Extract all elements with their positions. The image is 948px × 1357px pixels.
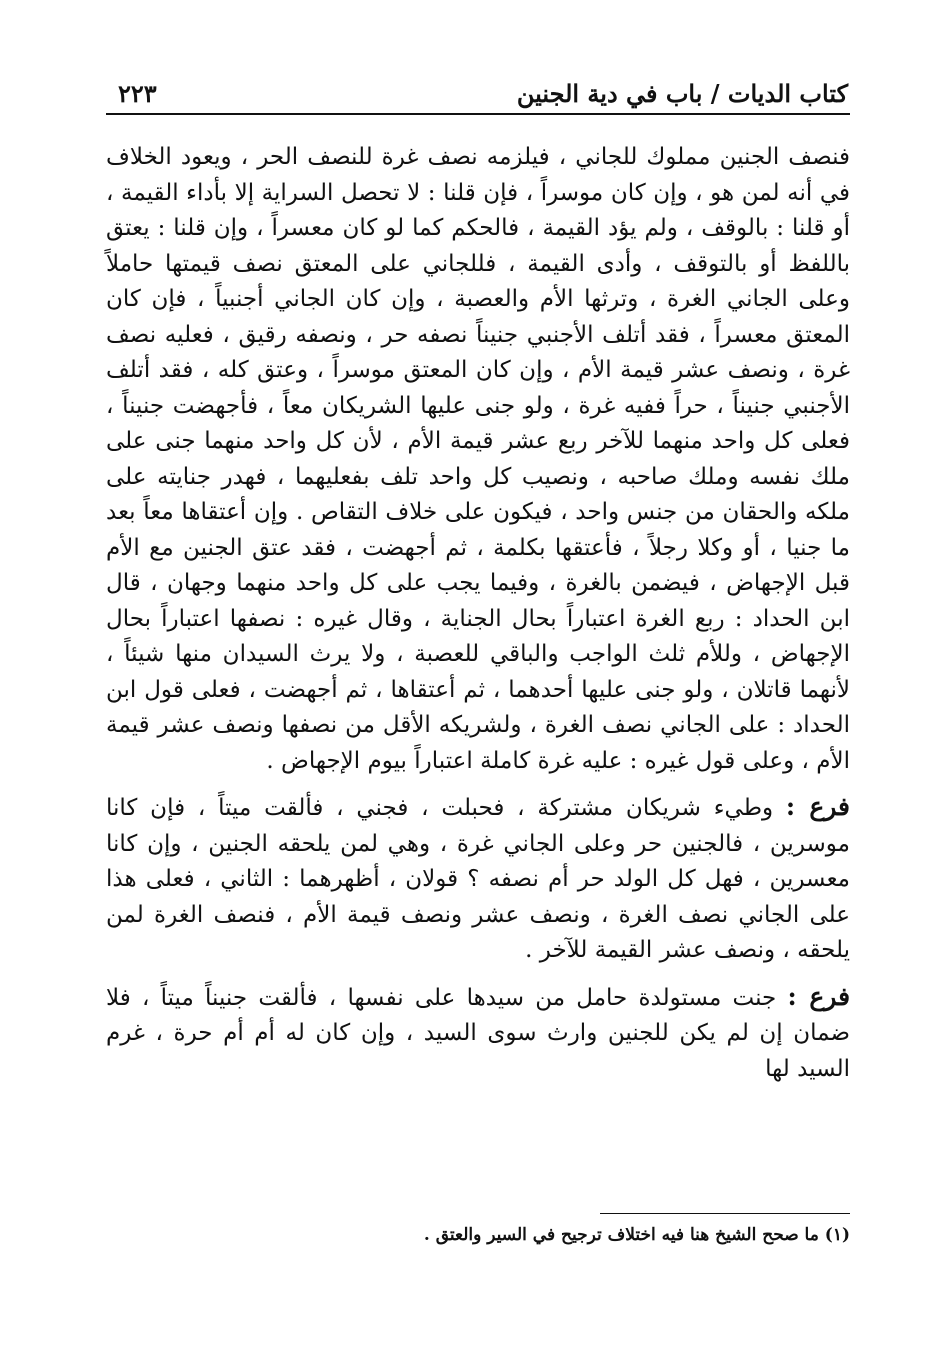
branch-label: فرع :	[785, 792, 851, 821]
page-number: ٢٢٣	[118, 79, 157, 108]
paragraph-2-text: وطيء شريكان مشتركة ، فحبلت ، فجني ، فألقت ميتاً ، فإن كانا موسرين ، فالجنين حر وعلى الجاني غرة ، وهي لمن يلحقه الجنين ، وإن كانا معسرين ، فهل كل الولد حر أم نصفه ؟ قولان ، أظهرهما : الثاني ، فعلى هذا على الجاني نصف الغرة ، ونصف عشر ونصف قيمة الأم ، فنصف الغرة لمن يلحقه ، ونصف عشر القيمة للآخر .	[106, 795, 850, 963]
main-text	[106, 140, 850, 1087]
header-divider	[106, 113, 850, 115]
paragraph-1-text: فنصف الجنين مملوك للجاني ، فيلزمه نصف غرة للنصف الحر ، ويعود الخلاف في أنه لمن هو ، وإن كان موسراً ، فإن قلنا : لا تحصل السراية إلا بأداء القيمة ، أو قلنا : بالوقف ، ولم يؤد القيمة ، فالحكم كما لو كان معسراً ، وإن قلنا : يعتق باللفظ أو بالتوقف ، وأدى القيمة ، فللجاني على المعتق نصف قيمتها حاملاً وعلى الجاني الغرة ، وترثها الأم والعصبة ، وإن كان الجاني أجنبياً ، فإن كان المعتق معسراً ، فقد أتلف الأجنبي جنيناً نصفه حر ، ونصفه رقيق ، فعليه نصف غرة ، ونصف عشر قيمة الأم ، وإن كان المعتق موسراً ، وعتق كله ، فقد أتلف الأجنبي جنيناً ، حراً ففيه غرة ، ولو جنى عليها الشريكان معاً ، فأجهضت جنيناً ، فعلى كل واحد منهما للآخر ربع عشر قيمة الأم ، لأن كل واحد منهما جنى على ملك نفسه وملك صاحبه ، ونصيب كل واحد تلف بفعليهما ، فهدر جنايته على ملكه والحقان من جنس واحد ، فيكون على خلاف التقاص . وإن أعتقاها معاً بعد ما جنيا ، أو وكلا رجلاً ، فأعتقها بكلمة ، ثم أجهضت ، فقد عتق الجنين مع الأم قبل الإجهاض ، فيضمن بالغرة ، وفيما يجب على كل واحد منهما وجهان ، قال ابن الحداد : ربع الغرة اعتباراً بحال الجناية ، وقال غيره : نصفها اعتباراً بحال الإجهاض ، وللأم ثلث الواجب والباقي للعصبة ، ولا يرث السيدان منها شيئاً ، لأنهما قاتلان ، ولو جنى عليها أحدهما ، ثم أعتقاها ، ثم أجهضت ، فعلى قول ابن الحداد : على الجاني نصف الغرة ، ولشريكه الأقل من نصفها ونصف عشر قيمة الأم ، وعلى قول غيره : عليه غرة كاملة اعتباراً بيوم الإجهاض .	[106, 144, 850, 774]
paragraph-2	[106, 789, 850, 969]
running-title: كتاب الديات / باب في دية الجنين	[516, 79, 848, 108]
paragraph-1	[106, 140, 850, 779]
footnote: (١) ما صحح الشيخ هنا فيه اختلاف ترجيح في السير والعتق .	[423, 1225, 850, 1245]
paragraph-3-text: جنت مستولدة حامل من سيدها على نفسها ، فألقت جنيناً ميتاً ، فلا ضمان إن لم يكن للجنين وارث سوى السيد ، وإن كان له أم أم حرة ، غرم السيد لها	[106, 984, 850, 1082]
paragraph-3	[106, 979, 850, 1088]
footnote-divider	[600, 1213, 850, 1214]
branch-label: فرع :	[787, 981, 851, 1011]
page-header	[118, 68, 848, 108]
